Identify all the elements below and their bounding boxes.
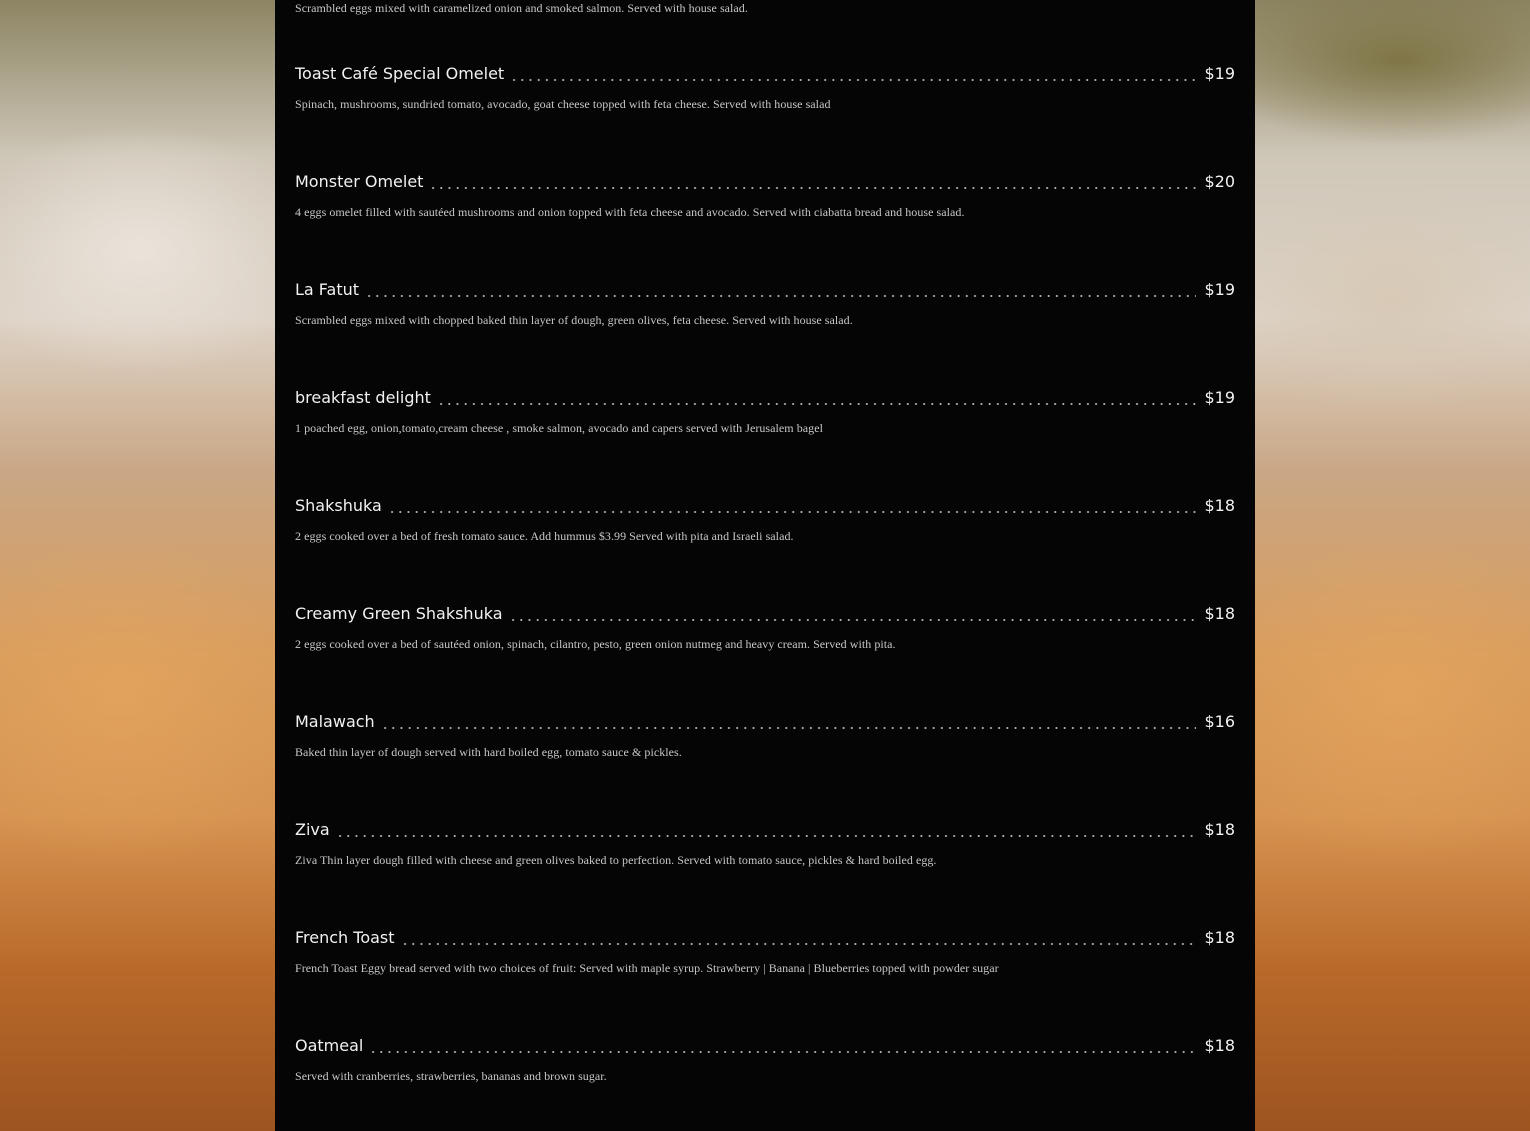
- item-header: [295, 280, 1235, 304]
- menu-item: [295, 172, 1235, 220]
- item-name: French Toast: [295, 928, 395, 947]
- dot-leader: [336, 835, 1197, 837]
- dot-leader: [509, 619, 1197, 621]
- dot-leader: [381, 727, 1197, 729]
- item-price: $18: [1204, 496, 1235, 515]
- item-price: $18: [1204, 928, 1235, 947]
- item-description: Served with cranberries, strawberries, bananas and brown sugar.: [295, 1069, 607, 1083]
- item-name: Monster Omelet: [295, 172, 424, 191]
- menu-item: [295, 496, 1235, 544]
- menu-item: [295, 1036, 1235, 1084]
- item-name: Malawach: [295, 712, 375, 731]
- item-description: 2 eggs cooked over a bed of fresh tomato sauce. Add hummus $3.99 Served with pita and Israeli salad.: [295, 529, 794, 543]
- item-name: Shakshuka: [295, 496, 382, 515]
- menu-item: [295, 928, 1235, 976]
- item-header: [295, 388, 1235, 412]
- item-name: Oatmeal: [295, 1036, 364, 1055]
- item-header: [295, 1036, 1235, 1060]
- item-price: $19: [1204, 64, 1235, 83]
- item-price: $20: [1204, 172, 1235, 191]
- item-name: Ziva: [295, 820, 330, 839]
- item-description: Spinach, mushrooms, sundried tomato, avocado, goat cheese topped with feta cheese. Served with house salad: [295, 97, 831, 111]
- item-description: Ziva Thin layer dough filled with cheese and green olives baked to perfection. Served with tomato sauce, pickles & hard boiled egg.: [295, 853, 937, 867]
- dot-leader: [388, 511, 1197, 513]
- item-description: 2 eggs cooked over a bed of sautéed onion, spinach, cilantro, pesto, green onion nutmeg and heavy cream. Served with pita.: [295, 637, 896, 651]
- item-header: [295, 172, 1235, 196]
- dot-leader: [437, 403, 1197, 405]
- item-description: French Toast Eggy bread served with two choices of fruit: Served with maple syrup. Strawberry | Banana | Blueberries topped with powder sugar: [295, 961, 999, 975]
- item-name: La Fatut: [295, 280, 360, 299]
- item-name: Toast Café Special Omelet: [295, 64, 505, 83]
- item-price: $19: [1204, 280, 1235, 299]
- item-description: Scrambled eggs mixed with chopped baked thin layer of dough, green olives, feta cheese. Served with house salad.: [295, 313, 853, 327]
- item-price: $18: [1204, 1036, 1235, 1055]
- item-header: [295, 928, 1235, 952]
- dot-leader: [510, 79, 1196, 81]
- item-description-partial: Scrambled eggs mixed with caramelized onion and smoked salmon. Served with house salad.: [295, 1, 748, 15]
- menu-item: [295, 820, 1235, 868]
- dot-leader: [429, 187, 1196, 189]
- item-price: $19: [1204, 388, 1235, 407]
- item-header: [295, 64, 1235, 88]
- menu-item: [295, 280, 1235, 328]
- menu-item: [295, 388, 1235, 436]
- menu-item: [295, 712, 1235, 760]
- item-header: [295, 604, 1235, 628]
- item-name: Creamy Green Shakshuka: [295, 604, 503, 623]
- item-price: $18: [1204, 820, 1235, 839]
- item-name: breakfast delight: [295, 388, 431, 407]
- menu-panel: [275, 0, 1255, 1131]
- item-header: [295, 712, 1235, 736]
- item-header: [295, 820, 1235, 844]
- item-price: $16: [1204, 712, 1235, 731]
- menu-item: [295, 604, 1235, 652]
- item-description: 1 poached egg, onion,tomato,cream cheese , smoke salmon, avocado and capers served with Jerusalem bagel: [295, 421, 823, 435]
- item-description: 4 eggs omelet filled with sautéed mushrooms and onion topped with feta cheese and avocado. Served with ciabatta bread and house salad.: [295, 205, 965, 219]
- item-price: $18: [1204, 604, 1235, 623]
- dot-leader: [401, 943, 1197, 945]
- item-header: [295, 496, 1235, 520]
- dot-leader: [369, 1051, 1196, 1053]
- menu-item: [295, 64, 1235, 112]
- dot-leader: [365, 295, 1196, 297]
- item-description: Baked thin layer of dough served with hard boiled egg, tomato sauce & pickles.: [295, 745, 682, 759]
